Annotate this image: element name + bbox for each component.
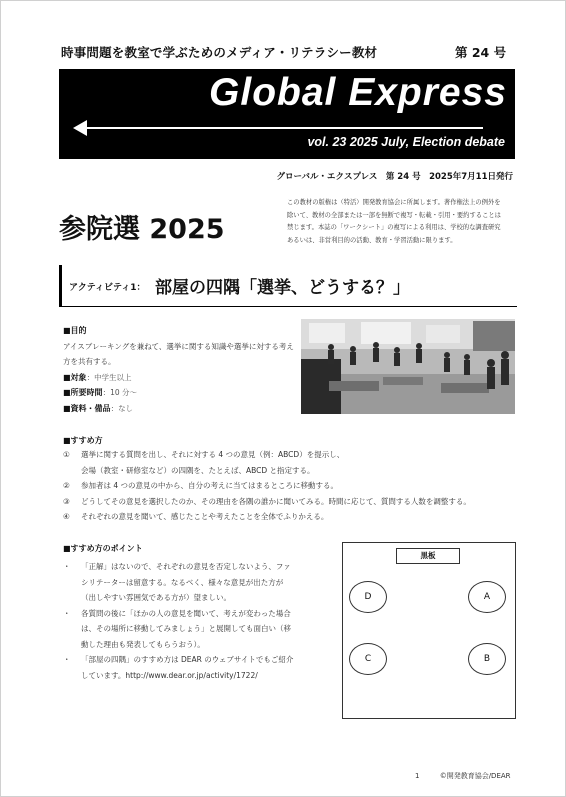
blackboard-label: 黒板 [396, 548, 460, 564]
banner-title: Global Express [209, 71, 507, 114]
point-bullet: ・ [63, 655, 71, 664]
page-footer [415, 771, 511, 781]
series-title: 時事問題を教室で学ぶためのメディア・リテラシー教材 [61, 45, 378, 60]
point-item [63, 606, 297, 653]
step-number: ② [63, 481, 70, 490]
step-item [63, 494, 523, 510]
time-value: 10 分〜 [110, 388, 137, 397]
points-list [63, 559, 297, 683]
step-text: それぞれの意見を聞いて、感じたことや考えたことを全体でふりかえる。 [81, 512, 329, 521]
issue-number: 第 24 号 [455, 45, 507, 60]
step-item [63, 509, 523, 525]
classroom-photo-image [301, 319, 515, 414]
point-bullet: ・ [63, 562, 71, 571]
step-text: 会場（教室・研修室など）の四隅を、たとえば、ABCD と指定する。 [81, 465, 315, 475]
classroom-photo [301, 319, 515, 414]
steps-heading: ■すすめ方 [63, 436, 103, 445]
publication-line: グローバル・エクスプレス 第 24 号 2025年7月11日発行 [276, 172, 513, 182]
step-number: ① [63, 450, 70, 459]
points-heading: ■すすめ方のポイント [63, 544, 143, 553]
room-corners-diagram [342, 542, 516, 719]
objective-text: アイスブレーキングを兼ねて、選挙に関する知識や選挙に対する考え方を共有する。 [63, 341, 294, 366]
materials-label: ■資料・備品 [63, 403, 111, 413]
steps-list [63, 447, 523, 525]
target-label: ■対象 [63, 372, 87, 382]
objective-section: ■目的 アイスブレーキングを兼ねて、選挙に関する知識や選挙に対する考え方を共有する。 ■対象：中学生以上 ■所要時間：10 分〜 ■資料・備品：なし [63, 326, 294, 413]
page-title: 参院選 2025 [59, 214, 225, 245]
corner-d: D [349, 581, 387, 613]
banner-arrow-line [83, 127, 483, 129]
activity-title: 部屋の四隅「選挙、どうする？」 [155, 278, 410, 298]
target-value: 中学生以上 [94, 372, 132, 382]
point-text: 「部屋の四隅」のすすめ方は DEAR のウェブサイトでもご紹介しています。http://www.dear.or.jp/activity/1722/ [81, 655, 294, 680]
corner-a: A [468, 581, 506, 613]
page-number: 1 [415, 772, 420, 780]
title-banner [59, 69, 515, 159]
corner-b: B [468, 643, 506, 675]
banner-subtitle: vol. 23 2025 July, Election debate [307, 135, 505, 149]
step-text: 選挙に関する質問を出し、それに対する 4 つの意見（例：ABCD）を提示し、 [81, 450, 345, 459]
objective-label: ■目的 [63, 326, 87, 335]
step-text: どうしてその意見を選択したのか、その理由を各隅の誰かに聞いてみる。時間に応じて、質問する人数を調整する。 [81, 496, 471, 506]
activity-accent-bar [59, 265, 62, 307]
step-number: ③ [63, 496, 70, 506]
activity-underline [61, 306, 517, 307]
step-item [63, 447, 523, 463]
point-item [63, 559, 297, 606]
step-item [63, 478, 523, 494]
time-label: ■所要時間 [63, 388, 103, 397]
point-text: 各質問の後に「ほかの人の意見を聞いて、考えが変わった場合は、その場所に移動してみましょう」と展開しても面白い（移動した理由も発表してもらうおう）。 [81, 608, 291, 649]
activity-kicker: アクティビティ1： [69, 283, 146, 293]
materials-value: なし [118, 403, 134, 413]
step-number [63, 463, 81, 479]
footer-copyright: ©開発教育協会/DEAR [439, 772, 511, 780]
point-text: 「正解」はないので、それぞれの意見を否定しないよう、ファシリテーターは留意する。なるべく、様々な意見が出た方が（出しやすい雰囲気である方が）望ましい。 [81, 562, 291, 602]
corner-c: C [349, 643, 387, 675]
point-item [63, 652, 297, 683]
step-number: ④ [63, 512, 70, 521]
step-item [63, 463, 523, 479]
step-text: 参加者は 4 つの意見の中から、自分の考えに当てはまるところに移動する。 [81, 481, 339, 490]
point-bullet: ・ [63, 608, 71, 618]
copyright-notice: この教材の版権は（特活）開発教育協会に所属します。著作権法上の例外を除いて、教材の全部または一部を無断で複写・転載・引用・要約することは禁じます。本誌の「ワークシート」の複写による利用は、学校的な調査研究あるいは、非営利目的の活動、教育・学習活動に限ります。 [287, 199, 501, 244]
